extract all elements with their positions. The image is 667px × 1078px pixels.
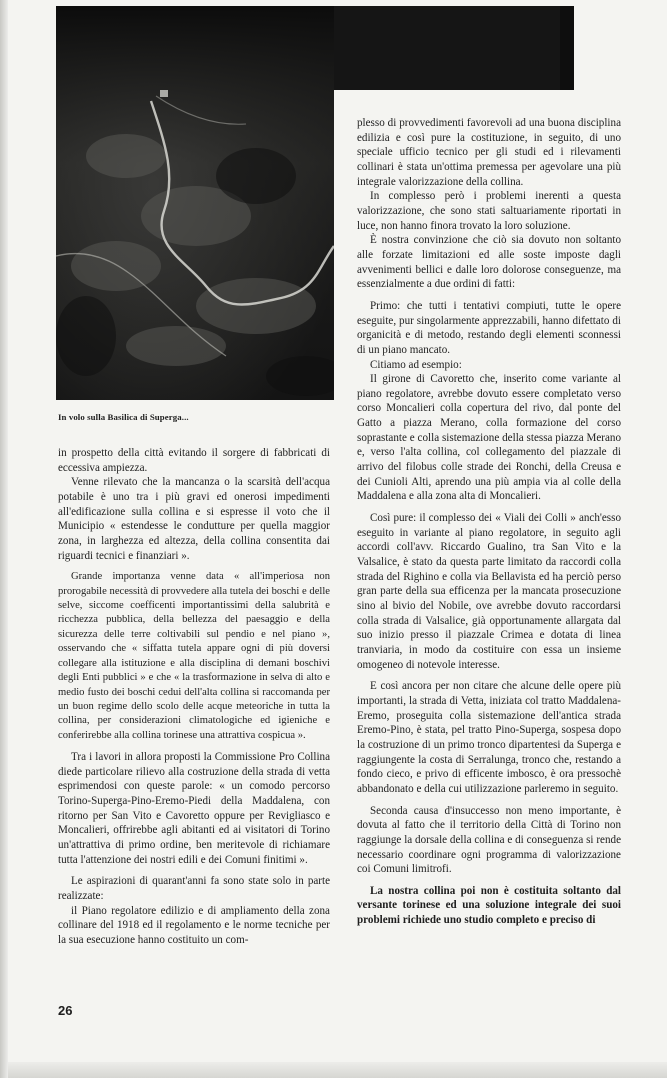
- paragraph: E così ancora per non citare che alcune delle opere più importanti, la strada di Vetta, iniziata col tratto Maddalena-Eremo, proseguita colla sistemazione dell'antica strada Eremo-Pino, è stata, pel tratto Pino-Superga, sospesa dopo la costruzione di un primo tronco dipartentesi da Superga e raggiungente la costa di Serralunga, tronco che, restando a fondo cieco, e privo di efficente imbosco, è ora pressochè abbandonato e della cui utilizzazione parleremo in seguito.: [357, 680, 621, 795]
- photo-caption: In volo sulla Basilica di Superga...: [58, 412, 189, 422]
- paragraph: in prospetto della città evitando il sorgere di fabbricati di eccessiva ampiezza.: [58, 447, 330, 474]
- paragraph: Primo: che tutti i tentativi compiuti, tutte le opere eseguite, pur singolarmente apprezzabili, hanno difettato di organicità e di metodo, restando degli elementi sconnessi di un piano mancato.: [357, 299, 621, 356]
- paragraph: plesso di provvedimenti favorevoli ad una buona disciplina edilizia e così pure la costituzione, in seguito, di uno speciale ufficio tecnico per gli studi ed i rilevamenti collinari è stata un'ottima premessa per agevolare una più integrale valorizzazione della collina.: [357, 117, 621, 188]
- aerial-photo-sky: [334, 6, 560, 90]
- paragraph: In complesso però i problemi inerenti a questa valorizzazione, che sono stati saltuariamente riportati in luce, non hanno finora trovato la loro soluzione.: [357, 190, 621, 232]
- scan-strip: [8, 1062, 667, 1078]
- aerial-photo-edge: [560, 6, 574, 90]
- paragraph: Il girone di Cavoretto che, inserito come variante al piano regolatore, avrebbe dovuto essere completato verso corso Moncalieri colla copertura del rivo, dal ponte del Gatto a piazza Merano, colla formazione del corso soprastante e colla sistemazione della stessa piazza Merano e, verso l'alta collina, col collegamento del piazzale di arrivo del filobus colle strade dei Ronchi, della Creusa e dei Cunioli Alti, aprendo una più ampia via al colle della Maddalena e alla zona alta di Moncalieri.: [357, 373, 621, 503]
- right-column: [357, 116, 621, 928]
- aerial-photo-image: [56, 6, 334, 400]
- scan-edge: [0, 0, 8, 1078]
- paragraph: È nostra convinzione che ciò sia dovuto non soltanto alle forzate limitazioni ed alle soste imposte dagli avvenimenti bellici e dalle loro dolorose conseguenze, ma essenzialmente a due ordini di fatti:: [357, 234, 621, 291]
- paragraph: Così pure: il complesso dei « Viali dei Colli » anch'esso eseguito in variante al piano regolatore, in seguito agli accordi coll'avv. Riccardo Gualino, tra San Vito e la Valsalice, è stato da questa parte limitato da raccordi colla strada del Righino e colla via Bellavista ed ha perciò perso gran parte della sua efficenza per la mancata prosecuzione sino al bivio del Nobile, ove avrebbe dovuto raccordarsi colla strada di Valsalice, già opportunamente allargata dal suo inizio presso il piazzale Crimea e dotata di linea tranviaria, in modo da costituire con essa un insieme omogeneo di notevole interesse.: [357, 512, 621, 671]
- left-column: [58, 446, 330, 948]
- paragraph: Seconda causa d'insuccesso non meno importante, è dovuta al fatto che il territorio della Città di Torino non raggiunge la dorsale della collina e di conseguenza si rende necessario coordinare ogni programma di valorizzazione coi Comuni limitrofi.: [357, 804, 621, 876]
- aerial-photo: [56, 6, 334, 400]
- paragraph: il Piano regolatore edilizio e di ampliamento della zona collinare del 1918 ed il regolamento e le norme tecniche per la sua esecuzione hanno costituito un com-: [58, 904, 330, 946]
- paragraph: La nostra collina poi non è costituita soltanto dal versante torinese ed una soluzione integrale dei suoi problemi richiede uno studio completo e preciso di: [357, 884, 621, 927]
- page-number: 26: [58, 1003, 73, 1018]
- paragraph: Venne rilevato che la mancanza o la scarsità dell'acqua potabile è uno tra i più gravi ed onerosi impedimenti all'edificazione sulla collina e si espresse il voto che il Municipio « estendesse le condutture per quella maggior zona, in larghezza ed altezza, della collina consentita dai riguardi tecnici e finanziari ».: [58, 476, 330, 562]
- paragraph: Tra i lavori in allora proposti la Commissione Pro Collina diede particolare rilievo alla costruzione della strada di vetta esprimendosi con queste parole: « un comodo percorso Torino-Superga-Pino-Eremo-Piedi della Maddalena, con ritorno per San Vito e Cavoretto oppure per Revigliasco e Moncalieri, offrirebbe agli abitanti ed ai visitatori di Torino un'attrattiva di primo ordine, ben meritevole di richiamare tutta l'attenzione dei nostri edili e dei Comuni finitimi ».: [58, 751, 330, 866]
- paragraph: Citiamo ad esempio:: [370, 358, 462, 371]
- paragraph: Le aspirazioni di quarant'anni fa sono state solo in parte realizzate:: [58, 875, 330, 903]
- paragraph: Grande importanza venne data « all'imperiosa non prorogabile necessità di provvedere alla tutela dei boschi e delle selve, siccome coefficenti importantissimi della salubrità e ricchezza pubblica, della bellezza del paesaggio e della sicurezza delle terre coltivabili sul pendio e nel piano », osservando che « siffatta tutela appare ogni di più doversi collegare alla istituzione e alla disciplina di demani boschivi degli Enti pubblici » e che « la trasformazione in selva di alto e medio fusto dei boschi cedui dell'alta collina si raccomanda per un buon regime dello scolo delle acque meteoriche in tutta la collina, per considerazioni climatologiche ed igieniche e conferirebbe alla collina torinese una attrattiva cospicua ».: [58, 571, 330, 741]
